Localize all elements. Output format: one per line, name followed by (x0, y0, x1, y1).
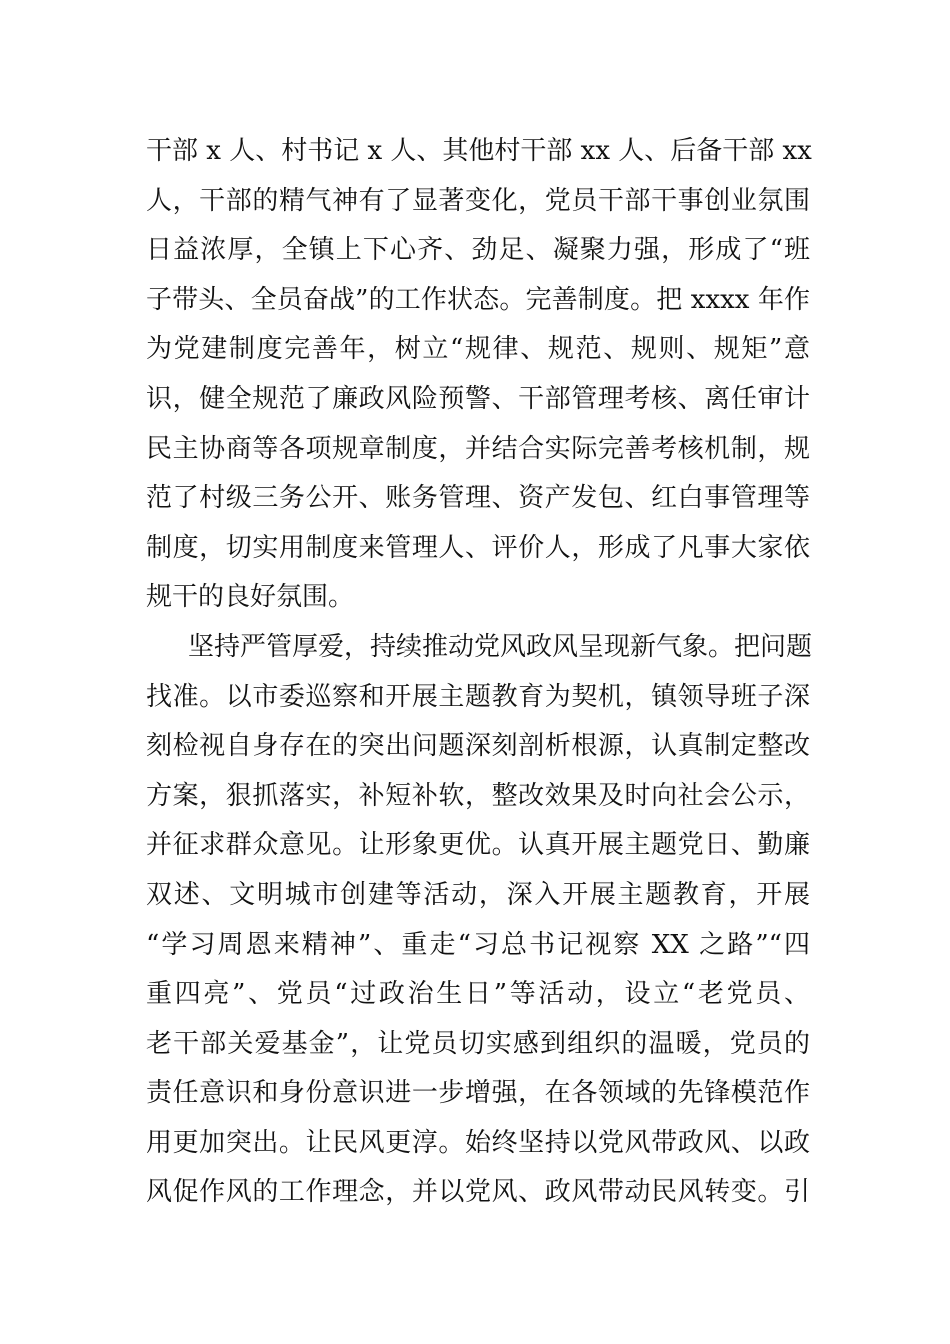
text-line: 人，干部的精气神有了显著变化，党员干部干事创业氛围 (146, 185, 810, 216)
text-line: 方案，狠抓落实，补短补软，整改效果及时向社会公示， (146, 780, 810, 811)
text-line: 责任意识和身份意识进一步增强，在各领域的先锋模范作 (146, 1078, 810, 1109)
paragraph-2 (146, 623, 813, 1218)
text-line: “学习周恩来精神”、重走“习总书记视察 XX 之路”“四 (146, 929, 810, 960)
text-line: 规干的良好氛围。 (146, 582, 355, 613)
text-line: 坚持严管厚爱，持续推动党风政风呈现新气象。把问题 (188, 631, 813, 662)
text-line: 干部 x 人、村书记 x 人、其他村干部 xx 人、后备干部 xx (146, 136, 812, 166)
text-line: 制度，切实用制度来管理人、评价人，形成了凡事大家依 (146, 532, 810, 563)
text-line: 找准。以市委巡察和开展主题教育为契机，镇领导班子深 (146, 681, 810, 712)
text-line: 识，健全规范了廉政风险预警、干部管理考核、离任审计 (146, 383, 810, 414)
paragraph-1 (146, 127, 810, 623)
text-line: 子带头、全员奋战”的工作状态。完善制度。把 xxxx 年作 (146, 284, 810, 315)
text-line: 并征求群众意见。让形象更优。认真开展主题党日、勤廉 (146, 830, 810, 861)
text-line: 范了村级三务公开、账务管理、资产发包、红白事管理等 (146, 483, 810, 514)
document-body (146, 127, 813, 1218)
text-line: 双述、文明城市创建等活动，深入开展主题教育，开展 (146, 879, 810, 910)
text-line: 老干部关爱基金”，让党员切实感到组织的温暖，党员的 (146, 1028, 810, 1059)
text-line: 日益浓厚，全镇上下心齐、劲足、凝聚力强，形成了“班 (146, 235, 810, 266)
text-line: 民主协商等各项规章制度，并结合实际完善考核机制，规 (146, 433, 810, 464)
text-line: 用更加突出。让民风更淳。始终坚持以党风带政风、以政 (146, 1127, 810, 1158)
text-line: 为党建制度完善年，树立“规律、规范、规则、规矩”意 (146, 334, 810, 365)
text-line: 刻检视自身存在的突出问题深刻剖析根源，认真制定整改 (146, 731, 810, 762)
text-line: 风促作风的工作理念，并以党风、政风带动民风转变。引 (146, 1177, 810, 1208)
text-line: 重四亮”、党员“过政治生日”等活动，设立“老党员、 (146, 979, 810, 1010)
